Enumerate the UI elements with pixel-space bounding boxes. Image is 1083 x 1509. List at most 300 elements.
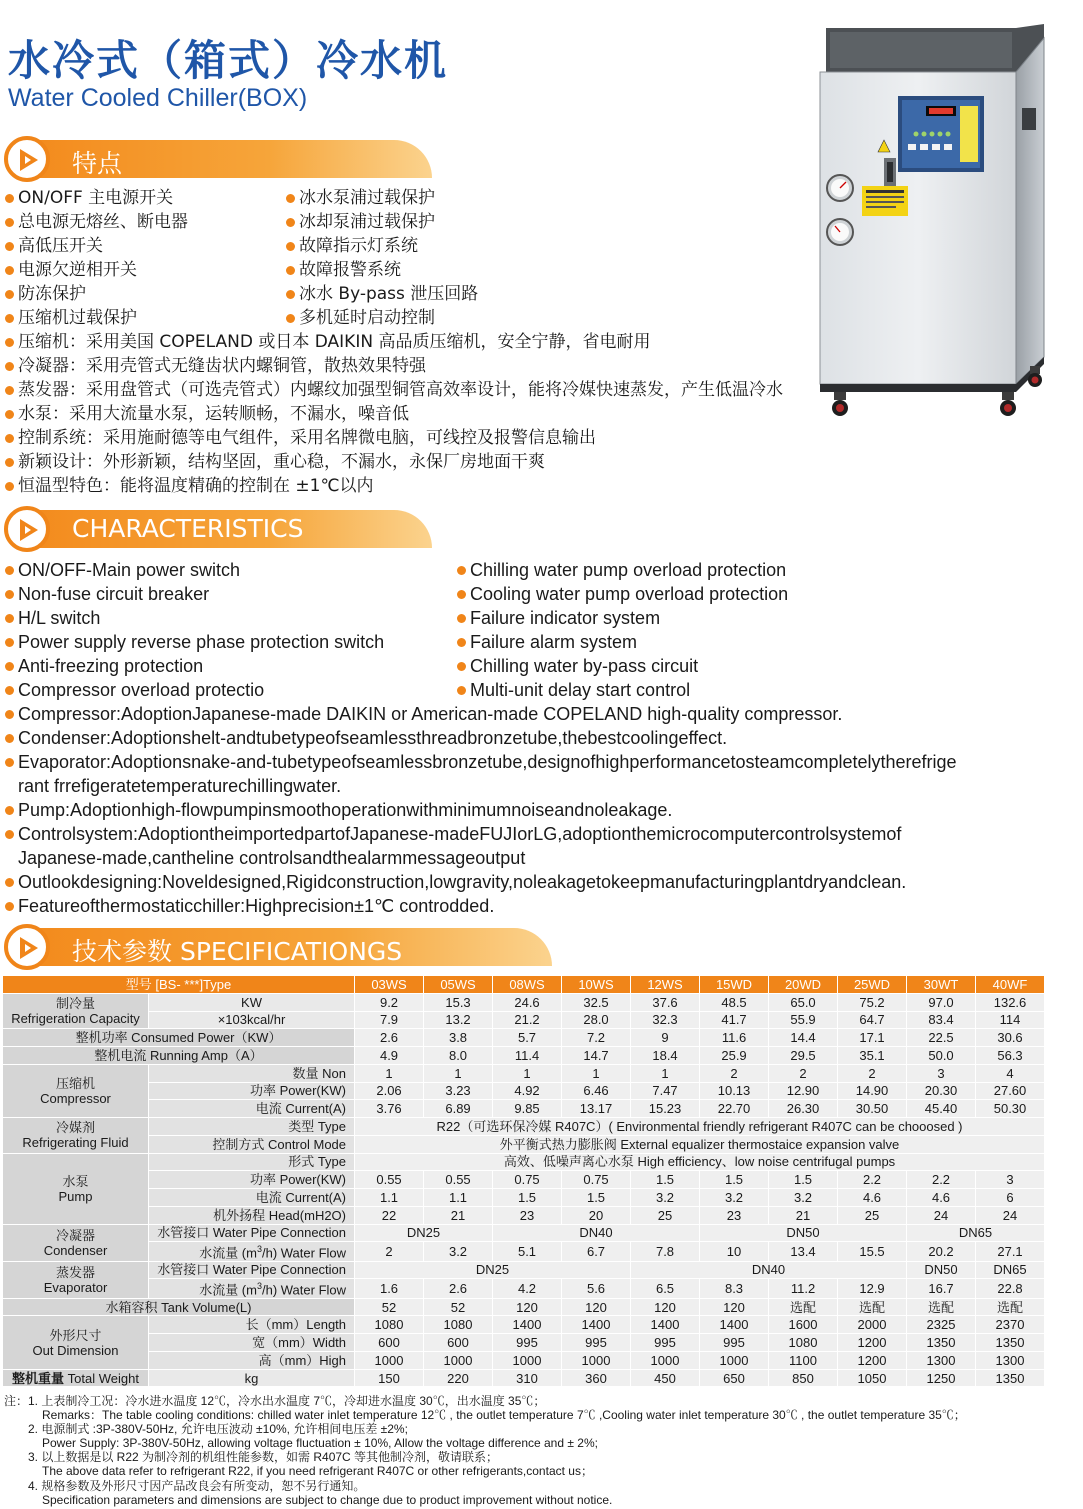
table-cell: 24 [976, 1206, 1045, 1224]
note-line: 4. 规格参数及外形尺寸因产品改良会有所变动，恕不另行通知。 [28, 1478, 366, 1493]
table-cell: 2000 [838, 1316, 907, 1334]
list-item: 压缩机：采用美国 COPELAND 或日本 DAIKIN 高品质压缩机，安全宁静，省电耐用 [4, 330, 783, 354]
table-cell: 整机电流 Running Amp（A） [3, 1047, 355, 1065]
table-cell: 30.6 [976, 1029, 1045, 1047]
notes [4, 1394, 966, 1507]
list-item: Compressor:AdoptionJapanese-made DAIKIN or American-made COPELAND high-quality compressor. [4, 702, 1054, 726]
table-cell: 1000 [700, 1351, 769, 1369]
table-cell: 1200 [838, 1351, 907, 1369]
table-cell: 25.9 [700, 1047, 769, 1065]
list-item: 蒸发器：采用盘管式（可选壳管式）内螺纹加强型铜管高效率设计，能将冷媒快速蒸发，产生低温冷水 [4, 378, 783, 402]
table-header-cell: 10WS [562, 976, 631, 994]
table-cell: 2 [769, 1064, 838, 1082]
table-cell: 600 [424, 1334, 493, 1352]
table-cell: 120 [493, 1298, 562, 1316]
table-cell: 120 [562, 1298, 631, 1316]
table-row [3, 1047, 1045, 1065]
table-cell: 宽（mm）Width [149, 1334, 355, 1352]
list-item: 控制系统：采用施耐德等电气组件，采用名牌微电脑，可线控及报警信息输出 [4, 426, 783, 450]
play-arrow-icon [4, 506, 50, 552]
list-item: 恒温型特色：能将温度精确的控制在 ±1℃以内 [4, 474, 783, 498]
table-cell: KW [149, 993, 355, 1011]
features-cn-right-list [285, 186, 478, 330]
list-item: 冷凝器：采用壳管式无缝齿状内螺铜管，散热效果特强 [4, 354, 783, 378]
table-header-cell: 12WS [631, 976, 700, 994]
table-cell: 15.3 [424, 993, 493, 1011]
section-header-characteristics [4, 506, 434, 552]
table-cell: 1.1 [424, 1189, 493, 1207]
list-item: 高低压开关 [4, 234, 188, 258]
table-cell: 功率 Power(KW) [149, 1082, 355, 1100]
row-group-label: 外形尺寸 Out Dimension [3, 1316, 149, 1369]
table-header-cell: 15WD [700, 976, 769, 994]
table-cell: 2.6 [355, 1029, 424, 1047]
table-cell: 2.6 [424, 1279, 493, 1298]
table-row [3, 1100, 1045, 1118]
table-cell: 35.1 [838, 1047, 907, 1065]
section-title: CHARACTERISTICS [72, 514, 304, 543]
list-item: 水泵：采用大流量水泵，运转顺畅，不漏水，噪音低 [4, 402, 783, 426]
table-cell: 1000 [424, 1351, 493, 1369]
table-cell: 52 [355, 1298, 424, 1316]
table-cell: 21 [424, 1206, 493, 1224]
features-cn-full-list [4, 330, 783, 498]
table-cell: 数量 Non [149, 1064, 355, 1082]
table-cell: 1050 [838, 1369, 907, 1387]
table-cell: 360 [562, 1369, 631, 1387]
list-item: H/L switch [4, 606, 384, 630]
table-cell: 37.6 [631, 993, 700, 1011]
table-row [3, 1118, 1045, 1136]
table-header-cell: 40WF [976, 976, 1045, 994]
table-row [3, 1279, 1045, 1298]
table-cell: 1400 [493, 1316, 562, 1334]
table-cell: 1000 [355, 1351, 424, 1369]
table-cell: 450 [631, 1369, 700, 1387]
table-cell: 1350 [907, 1334, 976, 1352]
list-item: Non-fuse circuit breaker [4, 582, 384, 606]
table-cell: DN50 [907, 1261, 976, 1279]
spec-table [2, 975, 1045, 1387]
table-cell: 1000 [631, 1351, 700, 1369]
table-row [3, 1316, 1045, 1334]
table-cell: 3.8 [424, 1029, 493, 1047]
table-cell: 650 [700, 1369, 769, 1387]
table-cell: 水管接口 Water Pipe Connection [149, 1224, 355, 1242]
table-cell: 9.85 [493, 1100, 562, 1118]
row-group-label: 冷凝器 Condenser [3, 1224, 149, 1261]
table-cell: DN40 [493, 1224, 700, 1242]
features-en-full-list [4, 702, 1054, 918]
list-item: Condenser:Adoptionshelt-andtubetypeofseamlessthreadbronzetube,thebestcoolingeffect. [4, 726, 1054, 750]
table-cell: 1200 [838, 1334, 907, 1352]
table-cell: 3.23 [424, 1082, 493, 1100]
table-cell: 22 [355, 1206, 424, 1224]
table-cell: 6.46 [562, 1082, 631, 1100]
table-cell: 1300 [976, 1351, 1045, 1369]
table-cell: 选配 [838, 1298, 907, 1316]
table-cell: 25 [838, 1206, 907, 1224]
list-item [4, 750, 1054, 798]
table-cell: 114 [976, 1011, 1045, 1029]
table-header-cell: 25WD [838, 976, 907, 994]
section-header-specs [4, 924, 554, 970]
table-cell: 4.2 [493, 1279, 562, 1298]
table-cell: 13.4 [769, 1242, 838, 1261]
table-cell: 14.7 [562, 1047, 631, 1065]
table-cell: 8.3 [700, 1279, 769, 1298]
table-cell: 21 [769, 1206, 838, 1224]
play-arrow-icon [4, 136, 50, 182]
table-cell: 600 [355, 1334, 424, 1352]
features-en-left-list [4, 558, 384, 702]
table-cell: 20 [562, 1206, 631, 1224]
table-cell: 1080 [769, 1334, 838, 1352]
page-title-cn: 水冷式（箱式）冷水机 [8, 36, 449, 85]
table-cell: 1 [355, 1064, 424, 1082]
list-item: 新颖设计：外形新颖，结构坚固，重心稳，不漏水，永保厂房地面干爽 [4, 450, 783, 474]
table-cell: 0.55 [424, 1171, 493, 1189]
table-cell: 4.9 [355, 1047, 424, 1065]
table-cell: 24.6 [493, 993, 562, 1011]
table-cell: 选配 [769, 1298, 838, 1316]
table-cell: 27.60 [976, 1082, 1045, 1100]
page-title-en: Water Cooled Chiller(BOX) [8, 84, 308, 112]
table-cell: 3.2 [769, 1189, 838, 1207]
table-row [3, 1171, 1045, 1189]
table-cell: 2.2 [907, 1171, 976, 1189]
table-cell: 1 [424, 1064, 493, 1082]
table-row [3, 1224, 1045, 1242]
table-cell: 1400 [562, 1316, 631, 1334]
list-item: 电源欠逆相开关 [4, 258, 188, 282]
row-group-label: 压缩机 Compressor [3, 1064, 149, 1117]
table-cell: 3.76 [355, 1100, 424, 1118]
table-cell: 9 [631, 1029, 700, 1047]
note-line: Remarks：The table cooling conditions: chilled water inlet temperature 12℃ , the outlet temperature 7℃ ,Cooling water inlet temperature 30℃ , the outlet temperature 35℃； [42, 1408, 966, 1423]
table-cell: 3 [976, 1171, 1045, 1189]
table-cell: 150 [355, 1369, 424, 1387]
table-cell: 1400 [631, 1316, 700, 1334]
table-header-cell: 型号 [BS- ***]Type [3, 976, 355, 994]
table-cell: 1350 [976, 1334, 1045, 1352]
table-cell: 22.70 [700, 1100, 769, 1118]
list-item-line: Controlsystem:AdoptiontheimportedpartofJapanese-madeFUJIorLG,adoptionthemicrocomputercontrolsystemof [18, 824, 902, 844]
table-row [3, 1261, 1045, 1279]
table-cell: 15.5 [838, 1242, 907, 1261]
list-item: Outlookdesigning:Noveldesigned,Rigidconstruction,lowgravity,noleakagetokeepmanufacturingplantdryandclean. [4, 870, 1054, 894]
table-row [3, 1082, 1045, 1100]
table-cell: 18.4 [631, 1047, 700, 1065]
table-cell: 类型 Type [149, 1118, 355, 1136]
table-cell: 7.9 [355, 1011, 424, 1029]
table-cell: 22.8 [976, 1279, 1045, 1298]
table-row [3, 1334, 1045, 1352]
note-line: 2. 电源制式 :3P-380V-50Hz, 允许电压波动 ±10%, 允许相间电压差 ±2%; [28, 1422, 408, 1437]
table-cell: 11.6 [700, 1029, 769, 1047]
row-group-label: 整机重量 Total Weight [3, 1369, 149, 1387]
list-item: Power supply reverse phase protection switch [4, 630, 384, 654]
table-cell: 6.89 [424, 1100, 493, 1118]
table-cell: 52 [424, 1298, 493, 1316]
note-line: Power Supply: 3P-380V-50Hz, allowing voltage fluctuation ± 10%, Allow the voltage difference and ± 2%; [42, 1436, 598, 1451]
table-cell: 20.30 [907, 1082, 976, 1100]
table-cell: 9.2 [355, 993, 424, 1011]
table-cell: 22.5 [907, 1029, 976, 1047]
table-cell: 12.90 [769, 1082, 838, 1100]
table-cell: kg [149, 1369, 355, 1387]
list-item [4, 822, 1054, 870]
table-cell: 23 [493, 1206, 562, 1224]
table-cell: 1250 [907, 1369, 976, 1387]
table-cell: 0.75 [493, 1171, 562, 1189]
list-item: Cooling water pump overload protection [456, 582, 788, 606]
table-cell: 56.3 [976, 1047, 1045, 1065]
table-cell: 5.7 [493, 1029, 562, 1047]
table-cell: ×103kcal/hr [149, 1011, 355, 1029]
list-item-line: rant frrefigeratetemperaturechillingwater. [18, 776, 342, 796]
table-cell: 1.5 [631, 1171, 700, 1189]
table-row [3, 1029, 1045, 1047]
table-cell: 3.2 [631, 1189, 700, 1207]
table-cell: 选配 [976, 1298, 1045, 1316]
table-cell: 1 [631, 1064, 700, 1082]
table-cell: 整机功率 Consumed Power（KW） [3, 1029, 355, 1047]
table-cell: 12.9 [838, 1279, 907, 1298]
table-cell: 1000 [562, 1351, 631, 1369]
table-cell: 1400 [700, 1316, 769, 1334]
table-header-cell: 05WS [424, 976, 493, 994]
table-cell: 4.92 [493, 1082, 562, 1100]
table-cell: 29.5 [769, 1047, 838, 1065]
table-cell: 形式 Type [149, 1153, 355, 1171]
table-row [3, 1064, 1045, 1082]
table-cell: 55.9 [769, 1011, 838, 1029]
table-cell: 4.6 [838, 1189, 907, 1207]
features-en-right-list [456, 558, 788, 702]
row-group-label: 蒸发器 Evaporator [3, 1261, 149, 1298]
list-item: Pump:Adoptionhigh-flowpumpinsmoothoperationwithminimumnoiseandnoleakage. [4, 798, 1054, 822]
table-cell: 8.0 [424, 1047, 493, 1065]
table-cell: 水流量 $(m^3/h)$ Water Flow [149, 1279, 355, 1298]
list-item: Chilling water by-pass circuit [456, 654, 788, 678]
list-item: 冰水 By-pass 泄压回路 [285, 282, 478, 306]
table-cell: 1000 [493, 1351, 562, 1369]
table-cell: 97.0 [907, 993, 976, 1011]
table-cell: 电流 Current(A) [149, 1100, 355, 1118]
table-cell: 1600 [769, 1316, 838, 1334]
list-item: Anti-freezing protection [4, 654, 384, 678]
table-row [3, 993, 1045, 1011]
table-cell: 83.4 [907, 1011, 976, 1029]
table-cell: 45.40 [907, 1100, 976, 1118]
table-cell: 2325 [907, 1316, 976, 1334]
table-row [3, 976, 1045, 994]
table-cell: 外平衡式热力膨胀阀 External equalizer thermostaice expansion valve [355, 1135, 1045, 1153]
list-item: 故障指示灯系统 [285, 234, 478, 258]
table-cell: 10.13 [700, 1082, 769, 1100]
table-cell: 3.2 [700, 1189, 769, 1207]
table-cell: 3.2 [424, 1242, 493, 1261]
table-cell: 6.7 [562, 1242, 631, 1261]
table-cell: 控制方式 Control Mode [149, 1135, 355, 1153]
table-cell: 4.6 [907, 1189, 976, 1207]
list-item-line: Evaporator:Adoptionsnake-and-tubetypeofseamlessbronzetube,designofhighperformancetosteamcompletelytherefrige [18, 752, 957, 772]
table-row [3, 1369, 1045, 1387]
table-cell: 水流量 $(m^3/h)$ Water Flow [149, 1242, 355, 1261]
table-cell: 14.4 [769, 1029, 838, 1047]
table-cell: 1080 [424, 1316, 493, 1334]
table-cell: 310 [493, 1369, 562, 1387]
table-cell: 850 [769, 1369, 838, 1387]
table-row [3, 1153, 1045, 1171]
table-cell: 995 [631, 1334, 700, 1352]
table-cell: 选配 [907, 1298, 976, 1316]
table-cell: 30.50 [838, 1100, 907, 1118]
table-cell: 7.2 [562, 1029, 631, 1047]
section-header-features-cn [4, 136, 434, 182]
table-cell: 机外扬程 Head(mH2O) [149, 1206, 355, 1224]
table-cell: DN50 [700, 1224, 907, 1242]
table-cell: 14.90 [838, 1082, 907, 1100]
table-row [3, 1189, 1045, 1207]
table-cell: 2.2 [838, 1171, 907, 1189]
table-cell: 1 [493, 1064, 562, 1082]
table-cell: R22（可选环保冷媒 R407C）( Environmental friendly refrigerant R407C can be chooosed ) [355, 1118, 1045, 1136]
table-cell: 17.1 [838, 1029, 907, 1047]
table-cell: 6.5 [631, 1279, 700, 1298]
list-item-line: Japanese-made,cantheline controlsandthealarmmessageoutput [18, 848, 526, 868]
table-row [3, 1351, 1045, 1369]
list-item: 故障报警系统 [285, 258, 478, 282]
table-cell: 3 [907, 1064, 976, 1082]
table-cell: 24 [907, 1206, 976, 1224]
features-cn-left-list [4, 186, 188, 330]
row-group-label: 制冷量 Refrigeration Capacity [3, 993, 149, 1029]
table-cell: 2 [700, 1064, 769, 1082]
table-cell: DN40 [631, 1261, 907, 1279]
table-row [3, 1135, 1045, 1153]
table-cell: 1080 [355, 1316, 424, 1334]
table-cell: 1 [562, 1064, 631, 1082]
table-row [3, 1011, 1045, 1029]
table-cell: 11.4 [493, 1047, 562, 1065]
list-item: 多机延时启动控制 [285, 306, 478, 330]
table-cell: 20.2 [907, 1242, 976, 1261]
table-cell: 高效、低噪声离心水泵 High efficiency、low noise centrifugal pumps [355, 1153, 1045, 1171]
list-item: 冰却泵浦过载保护 [285, 210, 478, 234]
table-cell: 2 [355, 1242, 424, 1261]
table-cell: 995 [493, 1334, 562, 1352]
table-cell: 0.75 [562, 1171, 631, 1189]
table-cell: 13.17 [562, 1100, 631, 1118]
table-cell: 7.47 [631, 1082, 700, 1100]
table-cell: 16.7 [907, 1279, 976, 1298]
chiller-unit-image [816, 22, 1054, 417]
table-cell: 50.0 [907, 1047, 976, 1065]
row-group-label: 水泵 Pump [3, 1153, 149, 1224]
table-header-cell: 20WD [769, 976, 838, 994]
table-cell: 5.6 [562, 1279, 631, 1298]
table-cell: 120 [700, 1298, 769, 1316]
table-cell: 75.2 [838, 993, 907, 1011]
table-cell: 23 [700, 1206, 769, 1224]
table-cell: 1.5 [769, 1171, 838, 1189]
table-cell: 水管接口 Water Pipe Connection [149, 1261, 355, 1279]
table-cell: 1.1 [355, 1189, 424, 1207]
table-cell: 220 [424, 1369, 493, 1387]
table-cell: 15.23 [631, 1100, 700, 1118]
table-cell: 21.2 [493, 1011, 562, 1029]
table-cell: 6 [976, 1189, 1045, 1207]
table-cell: 0.55 [355, 1171, 424, 1189]
row-group-label: 冷媒剂 Refrigerating Fluid [3, 1118, 149, 1154]
table-cell: 1300 [907, 1351, 976, 1369]
table-row [3, 1242, 1045, 1261]
table-cell: 65.0 [769, 993, 838, 1011]
list-item: Compressor overload protectio [4, 678, 384, 702]
table-cell: 1.5 [562, 1189, 631, 1207]
table-cell: DN65 [907, 1224, 1045, 1242]
table-cell: 64.7 [838, 1011, 907, 1029]
list-item: Failure alarm system [456, 630, 788, 654]
table-cell: 32.5 [562, 993, 631, 1011]
table-cell: 27.1 [976, 1242, 1045, 1261]
list-item: 总电源无熔丝、断电器 [4, 210, 188, 234]
table-cell: 50.30 [976, 1100, 1045, 1118]
table-cell: 1.5 [700, 1171, 769, 1189]
table-row [3, 1298, 1045, 1316]
table-cell: 2 [838, 1064, 907, 1082]
note-line: The above data refer to refrigerant R22, if you need refrigerant R407C or other refrigerants,contact us； [42, 1464, 593, 1479]
table-header-cell: 30WT [907, 976, 976, 994]
table-cell: 4 [976, 1064, 1045, 1082]
table-cell: 2370 [976, 1316, 1045, 1334]
table-cell: 1100 [769, 1351, 838, 1369]
section-title: 特点 [72, 149, 123, 178]
table-cell: 120 [631, 1298, 700, 1316]
table-cell: 132.6 [976, 993, 1045, 1011]
table-row [3, 1206, 1045, 1224]
table-cell: 电流 Current(A) [149, 1189, 355, 1207]
note-line: Specification parameters and dimensions are subject to change due to product improvement without notice. [42, 1492, 613, 1507]
table-cell: 10 [700, 1242, 769, 1261]
table-cell: 1.6 [355, 1279, 424, 1298]
table-cell: 995 [562, 1334, 631, 1352]
table-cell: 32.3 [631, 1011, 700, 1029]
table-header-cell: 08WS [493, 976, 562, 994]
note-line: 3. 以上数据是以 R22 为制冷剂的机组性能参数，如需 R407C 等其他制冷剂，敬请联系； [28, 1450, 499, 1465]
table-cell: 48.5 [700, 993, 769, 1011]
list-item: Featureofthermostaticchiller:Highprecision±1℃ controdded. [4, 894, 1054, 918]
list-item: 防冻保护 [4, 282, 188, 306]
table-header-cell: 03WS [355, 976, 424, 994]
table-cell: 11.2 [769, 1279, 838, 1298]
table-cell: 7.8 [631, 1242, 700, 1261]
note-line: 注：1. 上表制冷工况：冷水进水温度 12℃，冷水出水温度 7℃，冷却进水温度 30℃，出水温度 35℃； [4, 1394, 546, 1408]
table-cell: 高（mm）High [149, 1351, 355, 1369]
list-item: Chilling water pump overload protection [456, 558, 788, 582]
table-cell: 28.0 [562, 1011, 631, 1029]
list-item: ON/OFF-Main power switch [4, 558, 384, 582]
table-cell: DN65 [976, 1261, 1045, 1279]
table-cell: 长（mm）Length [149, 1316, 355, 1334]
list-item: Failure indicator system [456, 606, 788, 630]
table-cell: 功率 Power(KW) [149, 1171, 355, 1189]
table-cell: 1350 [976, 1369, 1045, 1387]
section-title: 技术参数 SPECIFICATIONGS [72, 937, 403, 966]
list-item: 压缩机过载保护 [4, 306, 188, 330]
